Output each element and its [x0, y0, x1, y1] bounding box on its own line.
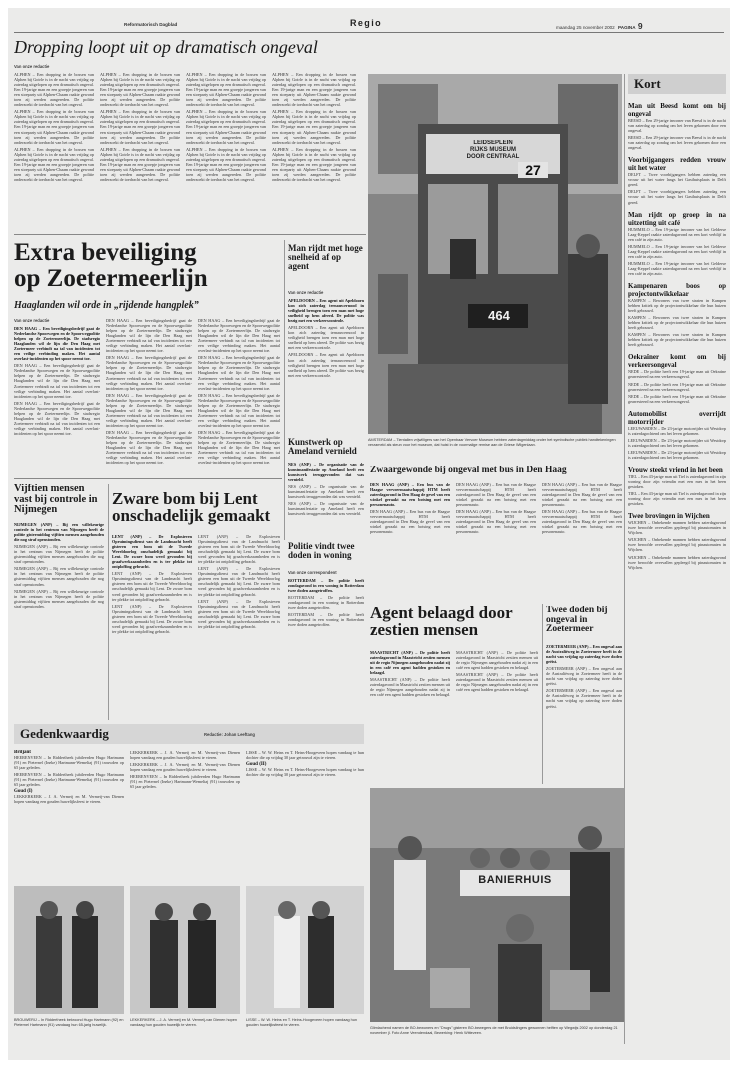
couple-caption-3: LISSE – W. W. Heins en T. Heins-Hoogeveen hopen vandaag hun gouden huwelijksfeest te vieren.	[246, 1018, 357, 1027]
banner-text: BANIERHUIS	[478, 874, 552, 886]
kort-header	[628, 74, 726, 94]
headline-twee-doden: Twee doden bij ongeval in Zoetermeer	[546, 606, 608, 635]
kort-item-heading: Vrouw steekt vriend in het been	[628, 465, 723, 474]
gedenkwaardig-col-2: LEKKERKERK – J. A. Vermeij en M. Vermeij-van Dienen hopen vandaag een gouden huwelijksfeest te vieren. LEKKERKERK – J. A. Vermeij en M. Vermeij-van Dienen hopen vandaag een gouden huwelijksfeest te vieren. HEERENVEEN – In Riddertheek jubileerden Hugo Hartmann (91) en Pieternel (Ineke) Hartmann-Wemeliaj (91) trouwden op 65 jaar geleden.	[130, 750, 240, 790]
kort-item-heading: Automobilist overrijdt motorrijder	[628, 409, 726, 426]
couple-photo-2	[130, 886, 240, 1014]
kort-item-heading: Man rijdt op groep in na uitzetting uit café	[628, 210, 726, 227]
page-label: PAGINA	[618, 25, 636, 30]
tram-route-number: 27	[518, 162, 548, 178]
byline-politie: Van onze correspondent	[288, 570, 337, 575]
section-title: Regio	[350, 18, 383, 28]
gedenkwaardig-col-1: Briljant HEERENVEEN – In Riddertheek jubileerden Hugo Hartmann (91) en Pieternel (Ineke) Hartmann-Wemeliaj (91) trouwden op 65 jaar geleden. HEERENVEEN – In Riddertheek jubileerden Hugo Hartmann (91) en Pieternel (Ineke) Hartmann-Wemeliaj (91) trouwden op 65 jaar geleden. Goud (I) LEKKERKERK – J. A. Vermeij en M. Vermeij-van Dienen hopen vandaag een gouden huwelijksfeest te vieren.	[14, 750, 124, 805]
group-caption: Glimlachend namen de BO-bewoners en "Drugs" gisteren BO-bewegers de met Bruidslingers gewonnen helften op Wegwijs 2002 op donderdag 21 november jl. Foto Anne Veendendaal, Bewerking: Henk Witteveen.	[370, 1026, 618, 1035]
gedenkwaardig-header	[14, 724, 364, 744]
headline-kunstwerk: Kunstwerk op Ameland vernield	[288, 438, 357, 457]
headline-politie: Politie vindt twee doden in woning	[288, 542, 355, 561]
dropping-col-4: ALPHEN – Een dropping in de bossen van Alphen bij Goirle is in de nacht van vrijdag op zaterdag uitgelopen op een dramatisch ongeval. Een 19-jarige man en een groepje jongeren van een stoeparty uit Alphen-Chaam raakte gewond toen zij werden aangereden. De politie onderzoekt de toedracht van het ongeval. ALPHEN – Een dropping in de bossen van Alphen bij Goirle is in de nacht van vrijdag op zaterdag uitgelopen op een dramatisch ongeval. Een 19-jarige man en een groepje jongeren van een stoeparty uit Alphen-Chaam raakte gewond toen zij werden aangereden. De politie onderzoekt de toedracht van het ongeval. ALPHEN – Een dropping in de bossen van Alphen bij Goirle is in de nacht van vrijdag op zaterdag uitgelopen op een dramatisch ongeval. Een 19-jarige man en een groepje jongeren van een stoeparty uit Alphen-Chaam raakte gewond toen zij werden aangereden. De politie onderzoekt de toedracht van het ongeval.	[272, 72, 356, 182]
kort-item-heading: Kampenaren boos op projectontwikkelaar	[628, 281, 726, 298]
date: maandag 25 november 2002	[556, 25, 615, 30]
column-divider	[542, 604, 543, 784]
divider	[14, 234, 366, 235]
column-divider	[108, 484, 109, 720]
tram-caption: AMSTERDAM – Tientallen vrijwilligers van het Openbaar Vervoer Museum hebben zaterdagmiddag onder het symbolische publiek handtekeningen verzameld als steun voor het museum, dat huist in de voormalige remise aan de Griese Wilgenlaan.	[368, 438, 616, 447]
zoetermeer-col-2: DEN HAAG – Een beveiligingsbedrijf gaat de Nederlandse Spoorwegen en de Spoorwegpolitie helpen op de Zoetermeerlijn. De stadsregio Haaglanden wil de lijn die Den Haag met Zoetermeer verbindt na tal van incidenten tot een veilige verbinding maken. Het aantal overlast-incidenten op het spoor neemt toe. DEN HAAG – Een beveiligingsbedrijf gaat de Nederlandse Spoorwegen en de Spoorwegpolitie helpen op de Zoetermeerlijn. De stadsregio Haaglanden wil de lijn die Den Haag met Zoetermeer verbindt na tal van incidenten tot een veilige verbinding maken. Het aantal overlast-incidenten op het spoor neemt toe. DEN HAAG – Een beveiligingsbedrijf gaat de Nederlandse Spoorwegen en de Spoorwegpolitie helpen op de Zoetermeerlijn. De stadsregio Haaglanden wil de lijn die Den Haag met Zoetermeer verbindt na tal van incidenten tot een veilige verbinding maken. Het aantal overlast-incidenten op het spoor neemt toe. DEN HAAG – Een beveiligingsbedrijf gaat de Nederlandse Spoorwegen en de Spoorwegpolitie helpen op de Zoetermeerlijn. De stadsregio Haaglanden wil de lijn die Den Haag met Zoetermeer verbindt na tal van incidenten tot een veilige verbinding maken. Het aantal overlast-incidenten op het spoor neemt toe.	[106, 318, 192, 466]
bus-col-1: DEN HAAG (ANP) – Een bus van de Haagse vervoermaatschappij HTM heeft zaterdagavond in Den Haag de gevel van een winkel geraakt na een botsing met een personenauto. DEN HAAG (ANP) – Een bus van de Haagse vervoermaatschappij HTM heeft zaterdagavond in Den Haag de gevel van een winkel geraakt na een botsing met een personenauto.	[370, 482, 450, 535]
dropping-col-2: ALPHEN – Een dropping in de bossen van Alphen bij Goirle is in de nacht van vrijdag op zaterdag uitgelopen op een dramatisch ongeval. Een 19-jarige man en een groepje jongeren van een stoeparty uit Alphen-Chaam raakte gewond toen zij werden aangereden. De politie onderzoekt de toedracht van het ongeval. ALPHEN – Een dropping in de bossen van Alphen bij Goirle is in de nacht van vrijdag op zaterdag uitgelopen op een dramatisch ongeval. Een 19-jarige man en een groepje jongeren van een stoeparty uit Alphen-Chaam raakte gewond toen zij werden aangereden. De politie onderzoekt de toedracht van het ongeval. ALPHEN – Een dropping in de bossen van Alphen bij Goirle is in de nacht van vrijdag op zaterdag uitgelopen op een dramatisch ongeval. Een 19-jarige man en een groepje jongeren van een stoeparty uit Alphen-Chaam raakte gewond toen zij werden aangereden. De politie onderzoekt de toedracht van het ongeval.	[100, 72, 180, 182]
tram-photo-image	[368, 74, 622, 434]
byline-zoetermeer: Van onze redactie	[14, 318, 50, 323]
kort-title: Kort	[634, 76, 661, 91]
kort-item-heading: Man uit Beesd komt om bij ongeval	[628, 102, 726, 118]
agent-col-2: MAASTRICHT (ANP) – De politie heeft zaterdagavond in Maastricht zestien mensen uit de regio Nijmegen aangehouden nadat zij in een café een agent hadden gestoken en belaagd. MAASTRICHT (ANP) – De politie heeft zaterdagavond in Maastricht zestien mensen uit de regio Nijmegen aangehouden nadat zij in een café een agent hadden gestoken en belaagd.	[456, 650, 538, 693]
gedenkwaardig-byline: Redactie: Johan Leeftang	[204, 732, 255, 737]
group-photo	[370, 788, 624, 1022]
agent-col-1: MAASTRICHT (ANP) – De politie heeft zaterdagavond in Maastricht zestien mensen uit de regio Nijmegen aangehouden nadat zij in een café een agent hadden gestoken en belaagd. MAASTRICHT (ANP) – De politie heeft zaterdagavond in Maastricht zestien mensen uit de regio Nijmegen aangehouden nadat zij in een café een agent hadden gestoken en belaagd.	[370, 650, 450, 698]
byline-snelheid: Van onze redactie	[288, 290, 324, 295]
headline-zoetermeer: Extra beveiliging op Zoetermeerlijn	[14, 240, 208, 292]
kunstwerk-body: NES (ANP) – De organisatie van de kunstmanifestatie op Ameland heeft een kunstwerk teruggevonden dat was vernield. NES (ANP) – De organisatie van de kunstmanifestatie op Ameland heeft een kunstwerk teruggevonden dat was vernield. NES (ANP) – De organisatie van de kunstmanifestatie op Ameland heeft een kunstwerk teruggevonden dat was vernield.	[288, 462, 364, 517]
subhead-zoetermeer: Haaglanden wil orde in „rijdende hangplek”	[14, 300, 199, 311]
dropping-col-1: ALPHEN – Een dropping in de bossen van Alphen bij Goirle is in de nacht van vrijdag op zaterdag uitgelopen op een dramatisch ongeval. Een 19-jarige man en een groepje jongeren van een stoeparty uit Alphen-Chaam raakte gewond toen zij werden aangereden. De politie onderzoekt de toedracht van het ongeval. ALPHEN – Een dropping in de bossen van Alphen bij Goirle is in de nacht van vrijdag op zaterdag uitgelopen op een dramatisch ongeval. Een 19-jarige man en een groepje jongeren van een stoeparty uit Alphen-Chaam raakte gewond toen zij werden aangereden. De politie onderzoekt de toedracht van het ongeval. ALPHEN – Een dropping in de bossen van Alphen bij Goirle is in de nacht van vrijdag op zaterdag uitgelopen op een dramatisch ongeval. Een 19-jarige man en een groepje jongeren van een stoeparty uit Alphen-Chaam raakte gewond toen zij werden aangereden. De politie onderzoekt de toedracht van het ongeval.	[14, 72, 94, 182]
gedenkwaardig-col-3: LISSE – W. W. Heins en T. Heins-Hoogeveen hopen vandaag te hun dochter die op vrijdag 30 jaar getrouwd zijn te vieren. Goud (II) LISSE – W. W. Heins en T. Heins-Hoogeveen hopen vandaag te hun dochter die op vrijdag 30 jaar getrouwd zijn te vieren.	[246, 750, 364, 778]
politie-body: ROTTERDAM – De politie heeft zondagavond in een woning in Rotterdam twee doden aangetroffen. ROTTERDAM – De politie heeft zondagavond in een woning in Rotterdam twee doden aangetroffen. ROTTERDAM – De politie heeft zondagavond in een woning in Rotterdam twee doden aangetroffen.	[288, 578, 364, 628]
paper-name: Reformatorisch Dagblad	[124, 22, 178, 27]
zoetermeer-col-3: DEN HAAG – Een beveiligingsbedrijf gaat de Nederlandse Spoorwegen en de Spoorwegpolitie helpen op de Zoetermeerlijn. De stadsregio Haaglanden wil de lijn die Den Haag met Zoetermeer verbindt na tal van incidenten tot een veilige verbinding maken. Het aantal overlast-incidenten op het spoor neemt toe. DEN HAAG – Een beveiligingsbedrijf gaat de Nederlandse Spoorwegen en de Spoorwegpolitie helpen op de Zoetermeerlijn. De stadsregio Haaglanden wil de lijn die Den Haag met Zoetermeer verbindt na tal van incidenten tot een veilige verbinding maken. Het aantal overlast-incidenten op het spoor neemt toe. DEN HAAG – Een beveiligingsbedrijf gaat de Nederlandse Spoorwegen en de Spoorwegpolitie helpen op de Zoetermeerlijn. De stadsregio Haaglanden wil de lijn die Den Haag met Zoetermeer verbindt na tal van incidenten tot een veilige verbinding maken. Het aantal overlast-incidenten op het spoor neemt toe. DEN HAAG – Een beveiligingsbedrijf gaat de Nederlandse Spoorwegen en de Spoorwegpolitie helpen op de Zoetermeerlijn. De stadsregio Haaglanden wil de lijn die Den Haag met Zoetermeer verbindt na tal van incidenten tot een veilige verbinding maken. Het aantal overlast-incidenten op het spoor neemt toe.	[198, 318, 280, 466]
tram-number: 464	[488, 308, 510, 323]
bus-col-3: DEN HAAG (ANP) – Een bus van de Haagse vervoermaatschappij HTM heeft zaterdagavond in Den Haag de gevel van een winkel geraakt na een botsing met een personenauto. DEN HAAG (ANP) – Een bus van de Haagse vervoermaatschappij HTM heeft zaterdagavond in Den Haag de gevel van een winkel geraakt na een botsing met een personenauto.	[542, 482, 622, 535]
twee-doden-body: ZOETERMEER (ANP) – Een ongeval aan de Australiëweg in Zoetermeer heeft in de nacht van vrijdag op zaterdag twee doden geëist. ZOETERMEER (ANP) – Een ongeval aan de Australiëweg in Zoetermeer heeft in de nacht van vrijdag op zaterdag twee doden geëist. ZOETERMEER (ANP) – Een ongeval aan de Australiëweg in Zoetermeer heeft in de nacht van vrijdag op zaterdag twee doden geëist.	[546, 644, 622, 709]
gedenkwaardig-title: Gedenkwaardig	[20, 726, 109, 741]
couple-photo-1	[14, 886, 124, 1014]
group-photo-image	[370, 788, 624, 1022]
headline-bom: Zware bom bij Lent onschadelijk gemaakt	[112, 490, 271, 526]
vijftien-body: NIJMEGEN (ANP) – Bij een willekeurige controle in het centrum van Nijmegen heeft de politie gistermiddag vijftien mensen aangehouden die nog straf openstonden. NIJMEGEN (ANP) – Bij een willekeurige controle in het centrum van Nijmegen heeft de politie gistermiddag vijftien mensen aangehouden die nog straf openstonden. NIJMEGEN (ANP) – Bij een willekeurige controle in het centrum van Nijmegen heeft de politie gistermiddag vijftien mensen aangehouden die nog straf openstonden. NIJMEGEN (ANP) – Bij een willekeurige controle in het centrum van Nijmegen heeft de politie gistermiddag vijftien mensen aangehouden die nog straf openstonden.	[14, 522, 104, 609]
tram-photo	[368, 74, 622, 434]
bom-col-2: LENT (ANP) – De Explosieven Opruimingsdienst van de Landmacht heeft gisteren een bom uit de Tweede Wereldoorlog onschadelijk gemaakt bij Lent. De zware bom werd gevonden bij graafwerkzaamheden en is ter plekke tot ontploffing gebracht. LENT (ANP) – De Explosieven Opruimingsdienst van de Landmacht heeft gisteren een bom uit de Tweede Wereldoorlog onschadelijk gemaakt bij Lent. De zware bom werd gevonden bij graafwerkzaamheden en is ter plekke tot ontploffing gebracht. LENT (ANP) – De Explosieven Opruimingsdienst van de Landmacht heeft gisteren een bom uit de Tweede Wereldoorlog onschadelijk gemaakt bij Lent. De zware bom werd gevonden bij graafwerkzaamheden en is ter plekke tot ontploffing gebracht.	[198, 534, 280, 629]
divider	[14, 478, 282, 479]
kort-divider	[624, 74, 625, 1044]
newspaper-page	[8, 8, 730, 1060]
dropping-col-3: ALPHEN – Een dropping in de bossen van Alphen bij Goirle is in de nacht van vrijdag op zaterdag uitgelopen op een dramatisch ongeval. Een 19-jarige man en een groepje jongeren van een stoeparty uit Alphen-Chaam raakte gewond toen zij werden aangereden. De politie onderzoekt de toedracht van het ongeval. ALPHEN – Een dropping in de bossen van Alphen bij Goirle is in de nacht van vrijdag op zaterdag uitgelopen op een dramatisch ongeval. Een 19-jarige man en een groepje jongeren van een stoeparty uit Alphen-Chaam raakte gewond toen zij werden aangereden. De politie onderzoekt de toedracht van het ongeval. ALPHEN – Een dropping in de bossen van Alphen bij Goirle is in de nacht van vrijdag op zaterdag uitgelopen op een dramatisch ongeval. Een 19-jarige man en een groepje jongeren van een stoeparty uit Alphen-Chaam raakte gewond toen zij werden aangereden. De politie onderzoekt de toedracht van het ongeval.	[186, 72, 266, 182]
headline-dropping: Dropping loopt uit op dramatisch ongeval	[14, 38, 318, 57]
headline-agent: Agent belaagd door zestien mensen	[370, 604, 513, 640]
masthead-rule	[14, 32, 724, 33]
kort-column: Man uit Beesd komt om bij ongeval BEESD – Een 29-jarige inwoner van Beesd is in de nacht van zaterdag op zondag om het leven gekomen door een ongeval. BEESD – Een 29-jarige inwoner van Beesd is in de nacht van zaterdag op zondag om het leven gekomen door een ongeval. Voorbijgangers redden vrouw uit het water DELFT – Twee voorbijgangers hebben zaterdag een vrouw uit het water langs het Gasthuisplaats in Delft gered. DELFT – Twee voorbijgangers hebben zaterdag een vrouw uit het water langs het Gasthuisplaats in Delft gered. Man rijdt op groep in na uitzetting uit café HUMMELO – Een 19-jarige inwoner van het Gelderse Laag-Keppel raakte zaterdagavond na een kort verblijf in een café in zijn auto. HUMMELO – Een 19-jarige inwoner van het Gelderse Laag-Keppel raakte zaterdagavond na een kort verblijf in een café in zijn auto. HUMMELO – Een 19-jarige inwoner van het Gelderse Laag-Keppel raakte zaterdagavond na een kort verblijf in een café in zijn auto. Kampenaren boos op projectontwikkelaar KAMPEN – Bewoners van twee straten in Kampen hebben kritiek op de projectontwikkelaar die hun huizen heeft gebouwd. KAMPEN – Bewoners van twee straten in Kampen hebben kritiek op de projectontwikkelaar die hun huizen heeft gebouwd. KAMPEN – Bewoners van twee straten in Kampen hebben kritiek op de projectontwikkelaar die hun huizen heeft gebouwd. Oekraïner komt om bij verkeersongeval NEDE – De politie heeft een 19-jarige man uit Oekraïne gearresteerd na een verkeersongeval. NEDE – De politie heeft een 19-jarige man uit Oekraïne gearresteerd na een verkeersongeval. NEDE – De politie heeft een 19-jarige man uit Oekraïne gearresteerd na een verkeersongeval. Automobilist overrijdt motorrijder LEEUWARDEN – De 23-jarige motorrijder uit Westdorp is zaterdagochtend om het leven gekomen. LEEUWARDEN – De 23-jarige motorrijder uit Westdorp is zaterdagochtend om het leven gekomen. LEEUWARDEN – De 23-jarige motorrijder uit Westdorp is zaterdagochtend om het leven gekomen. Vrouw steekt vriend in het been TIEL – Een 43-jarige man uit Tiel is zaterdagavond in zijn woning door zijn vriendin met een mes in het been gestoken. TIEL – Een 43-jarige man uit Tiel is zaterdagavond in zijn woning door zijn vriendin met een mes in het been gestoken. Twee brovingen in Wijchen WIJCHEN – Onbekende mannen hebben zaterdagavond twee beroofde overvallen gepleegd bij pinautomaten in Wijchen. WIJCHEN – Onbekende mannen hebben zaterdagavond twee beroofde overvallen gepleegd bij pinautomaten in Wijchen. WIJCHEN – Onbekende mannen hebben zaterdagavond twee beroofde overvallen gepleegd bij pinautomaten in Wijchen.	[628, 102, 726, 570]
couple-photo-3	[246, 886, 364, 1014]
bom-col-1: LENT (ANP) – De Explosieven Opruimingsdienst van de Landmacht heeft gisteren een bom uit de Tweede Wereldoorlog onschadelijk gemaakt bij Lent. De zware bom werd gevonden bij graafwerkzaamheden en is ter plekke tot ontploffing gebracht. LENT (ANP) – De Explosieven Opruimingsdienst van de Landmacht heeft gisteren een bom uit de Tweede Wereldoorlog onschadelijk gemaakt bij Lent. De zware bom werd gevonden bij graafwerkzaamheden en is ter plekke tot ontploffing gebracht. LENT (ANP) – De Explosieven Opruimingsdienst van de Landmacht heeft gisteren een bom uit de Tweede Wereldoorlog onschadelijk gemaakt bij Lent. De zware bom werd gevonden bij graafwerkzaamheden en is ter plekke tot ontploffing gebracht.	[112, 534, 192, 634]
headline-bus: Zwaargewonde bij ongeval met bus in Den Haag	[370, 466, 567, 475]
bus-col-2: DEN HAAG (ANP) – Een bus van de Haagse vervoermaatschappij HTM heeft zaterdagavond in Den Haag de gevel van een winkel geraakt na een botsing met een personenauto. DEN HAAG (ANP) – Een bus van de Haagse vervoermaatschappij HTM heeft zaterdagavond in Den Haag de gevel van een winkel geraakt na een botsing met een personenauto.	[456, 482, 536, 535]
zoetermeer-col-1: DEN HAAG – Een beveiligingsbedrijf gaat de Nederlandse Spoorwegen en de Spoorwegpolitie helpen op de Zoetermeerlijn. De stadsregio Haaglanden wil de lijn die Den Haag met Zoetermeer verbindt na tal van incidenten tot een veilige verbinding maken. Het aantal overlast-incidenten op het spoor neemt toe. DEN HAAG – Een beveiligingsbedrijf gaat de Nederlandse Spoorwegen en de Spoorwegpolitie helpen op de Zoetermeerlijn. De stadsregio Haaglanden wil de lijn die Den Haag met Zoetermeer verbindt na tal van incidenten tot een veilige verbinding maken. Het aantal overlast-incidenten op het spoor neemt toe. DEN HAAG – Een beveiligingsbedrijf gaat de Nederlandse Spoorwegen en de Spoorwegpolitie helpen op de Zoetermeerlijn. De stadsregio Haaglanden wil de lijn die Den Haag met Zoetermeer verbindt na tal van incidenten tot een veilige verbinding maken. Het aantal overlast-incidenten op het spoor neemt toe.	[14, 326, 100, 436]
kort-item-heading: Voorbijgangers redden vrouw uit het water	[628, 156, 726, 173]
snelheid-body: APELDOORN – Een agent uit Apeldoorn kon zich zaterdag ternauwernood in veiligheid brengen toen een man met hoge snelheid op hem afreed. De politie was bezig met een verkeerscontrole. APELDOORN – Een agent uit Apeldoorn kon zich zaterdag ternauwernood in veiligheid brengen toen een man met hoge snelheid op hem afreed. De politie was bezig met een verkeerscontrole. APELDOORN – Een agent uit Apeldoorn kon zich zaterdag ternauwernood in veiligheid brengen toen een man met hoge snelheid op hem afreed. De politie was bezig met een verkeerscontrole.	[288, 298, 364, 378]
headline-vijftien: Vijftien mensen vast bij controle in Nijmegen	[14, 484, 98, 516]
page-number: 9	[637, 21, 643, 31]
kort-item-heading: Oekraïner komt om bij verkeersongeval	[628, 353, 726, 370]
couple-caption-1: BROUWERIJ – In Riddertheek bekroond Hugo Hartmann (92) en Pieternel Hartmann (91) vandaag hun 65-jarig huwelijk.	[14, 1018, 124, 1027]
tram-sign: LEIDSEPLEIN RIJKS MUSEUM DOOR CENTRAAL	[466, 140, 520, 160]
kort-item-heading: Twee brovingen in Wijchen	[628, 512, 710, 521]
couple-caption-2: LEKKERKERK – J. A. Vermeij en M. Vermeij-van Dienen hopen vandaag hun gouden huwelijk te vieren.	[130, 1018, 237, 1027]
column-divider	[284, 240, 285, 540]
byline-dropping: Van onze redactie	[14, 64, 50, 69]
headline-snelheid: Man rijdt met hoge snelheid af op agent	[288, 244, 363, 272]
